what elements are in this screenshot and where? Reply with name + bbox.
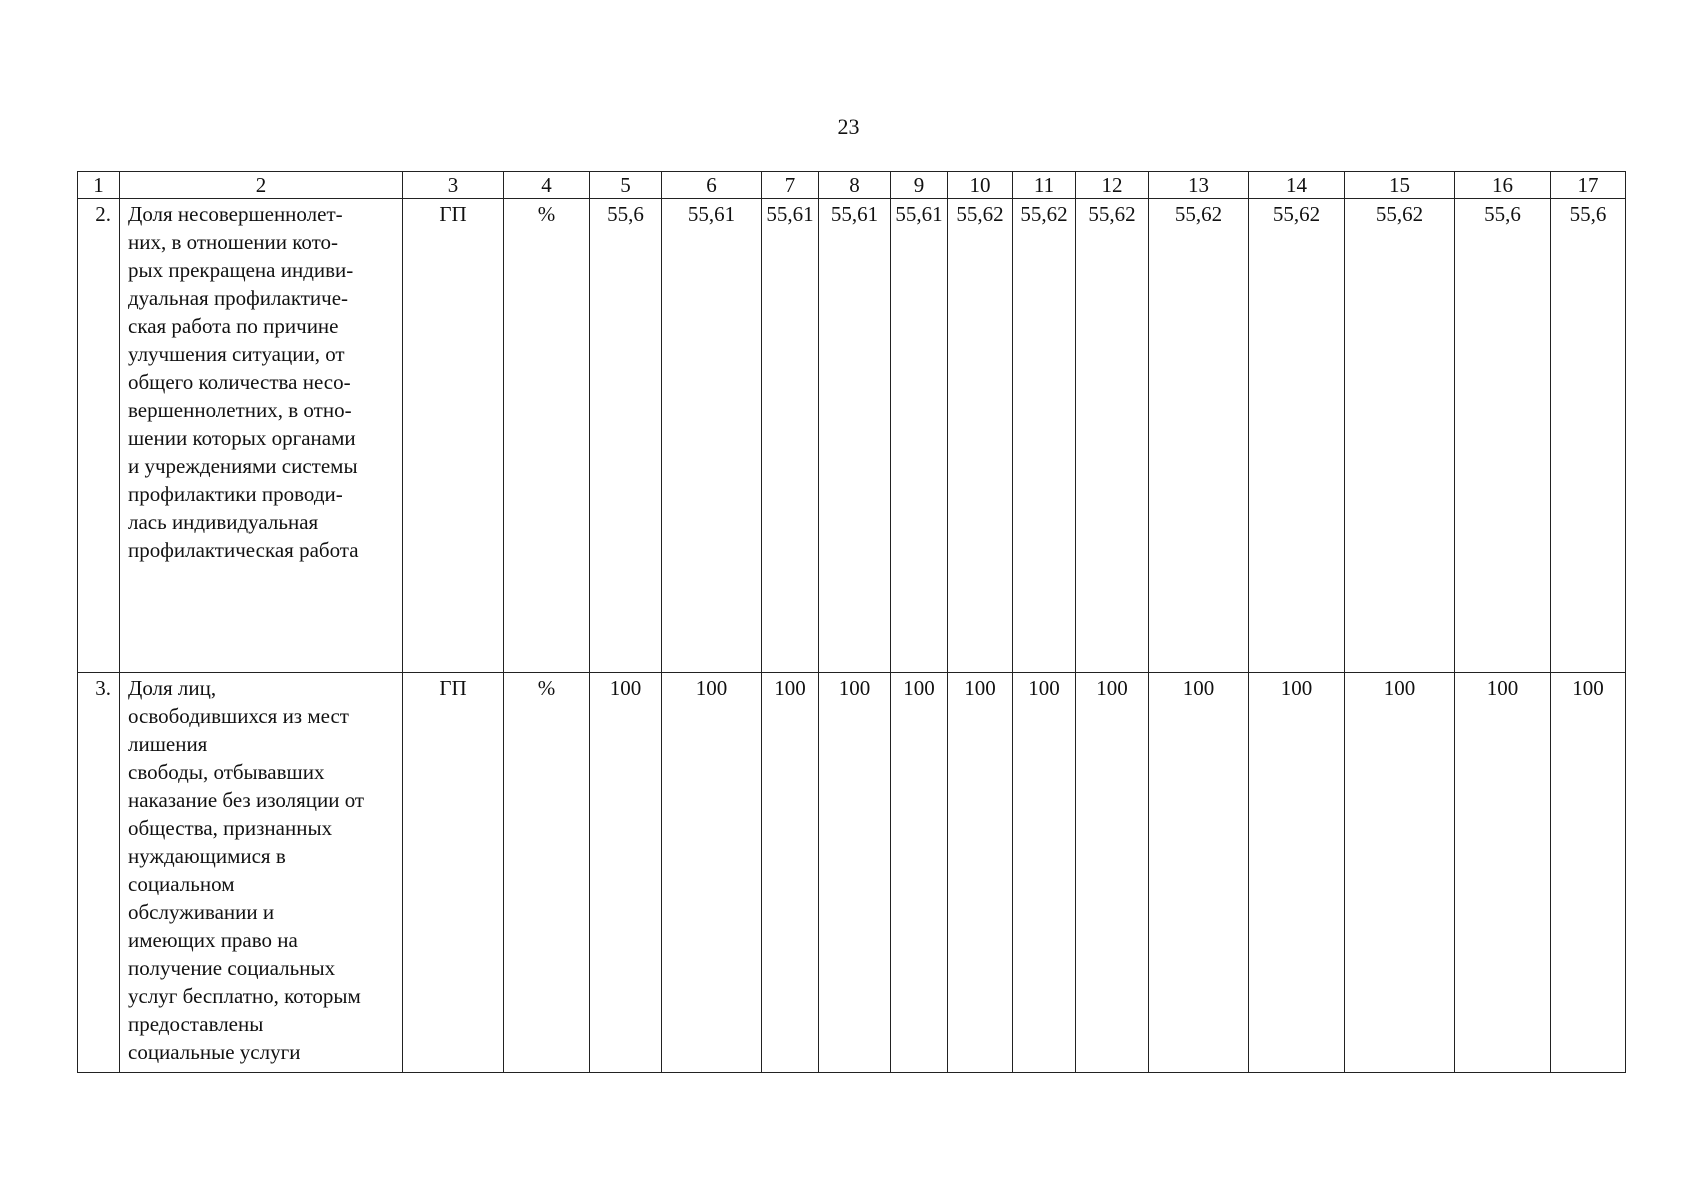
value-cell: 100 [1076,673,1149,1073]
value-cell: 55,61 [662,199,762,673]
table-row [78,673,1626,1073]
description-line: услуг бесплатно, которым [128,984,361,1008]
header-cell: 5 [590,172,662,199]
value-cell: 100 [1249,673,1345,1073]
value-cell: 55,62 [1013,199,1076,673]
unit-cell: % [504,199,590,673]
header-cell: 13 [1149,172,1249,199]
header-cell: 9 [891,172,948,199]
header-cell: 11 [1013,172,1076,199]
description-line: рых прекращена индиви- [128,258,354,282]
description-line: предоставлены [128,1012,264,1036]
header-cell: 6 [662,172,762,199]
indicator-description [120,199,403,673]
page-number: 23 [837,114,860,139]
value-cell: 100 [1345,673,1455,1073]
description-line: профилактическая работа [128,538,359,562]
description-line: наказание без изоляции от [128,788,365,812]
description-line: дуальная профилактиче- [128,286,349,310]
description-line: Доля лиц, [128,676,217,700]
description-line: социальные услуги [128,1040,301,1064]
value-cell: 100 [948,673,1013,1073]
header-cell: 16 [1455,172,1551,199]
source-cell: ГП [403,673,504,1073]
description-line: обслуживании и [128,900,275,924]
description-line: них, в отношении кото- [128,230,338,254]
value-cell: 100 [1455,673,1551,1073]
description-line: лишения [128,732,208,756]
value-cell: 100 [1551,673,1626,1073]
header-cell: 1 [78,172,120,199]
description-line: нуждающимися в [128,844,286,868]
description-line: имеющих право на [128,928,298,952]
value-cell: 100 [891,673,948,1073]
table-row [78,199,1626,673]
value-cell: 100 [662,673,762,1073]
indicator-description [120,673,403,1073]
indicators-table [77,171,1626,1073]
header-cell: 10 [948,172,1013,199]
value-cell: 100 [1149,673,1249,1073]
row-number: 3. [78,673,120,1073]
description-line: лась индивидуальная [128,510,319,534]
description-line: общества, признанных [128,816,333,840]
header-cell: 17 [1551,172,1626,199]
value-cell: 100 [762,673,819,1073]
value-cell: 100 [1013,673,1076,1073]
header-cell: 8 [819,172,891,199]
description-line: получение социальных [128,956,336,980]
value-cell: 55,62 [1076,199,1149,673]
description-line: освободившихся из мест [128,704,349,728]
header-cell: 14 [1249,172,1345,199]
header-cell: 3 [403,172,504,199]
value-cell: 55,62 [1345,199,1455,673]
value-cell: 55,6 [590,199,662,673]
description-line: профилактики проводи- [128,482,343,506]
header-cell: 12 [1076,172,1149,199]
row-number: 2. [78,199,120,673]
header-row [78,172,1626,199]
header-cell: 7 [762,172,819,199]
value-cell: 55,62 [1249,199,1345,673]
header-cell: 2 [120,172,403,199]
header-cell: 15 [1345,172,1455,199]
header-cell: 4 [504,172,590,199]
value-cell: 100 [590,673,662,1073]
value-cell: 100 [819,673,891,1073]
description-line: шении которых органами [128,426,356,450]
description-line: общего количества несо- [128,370,351,394]
value-cell: 55,61 [819,199,891,673]
description-line: Доля несовершеннолет- [128,202,343,226]
description-line: ская работа по причине [128,314,339,338]
value-cell: 55,6 [1455,199,1551,673]
source-cell: ГП [403,199,504,673]
description-line: вершеннолетних, в отно- [128,398,352,422]
description-line: социальном [128,872,235,896]
unit-cell: % [504,673,590,1073]
value-cell: 55,61 [762,199,819,673]
value-cell: 55,62 [1149,199,1249,673]
value-cell: 55,6 [1551,199,1626,673]
value-cell: 55,62 [948,199,1013,673]
description-line: улучшения ситуации, от [128,342,345,366]
value-cell: 55,61 [891,199,948,673]
description-line: и учреждениями системы [128,454,358,478]
description-line: свободы, отбывавших [128,760,325,784]
